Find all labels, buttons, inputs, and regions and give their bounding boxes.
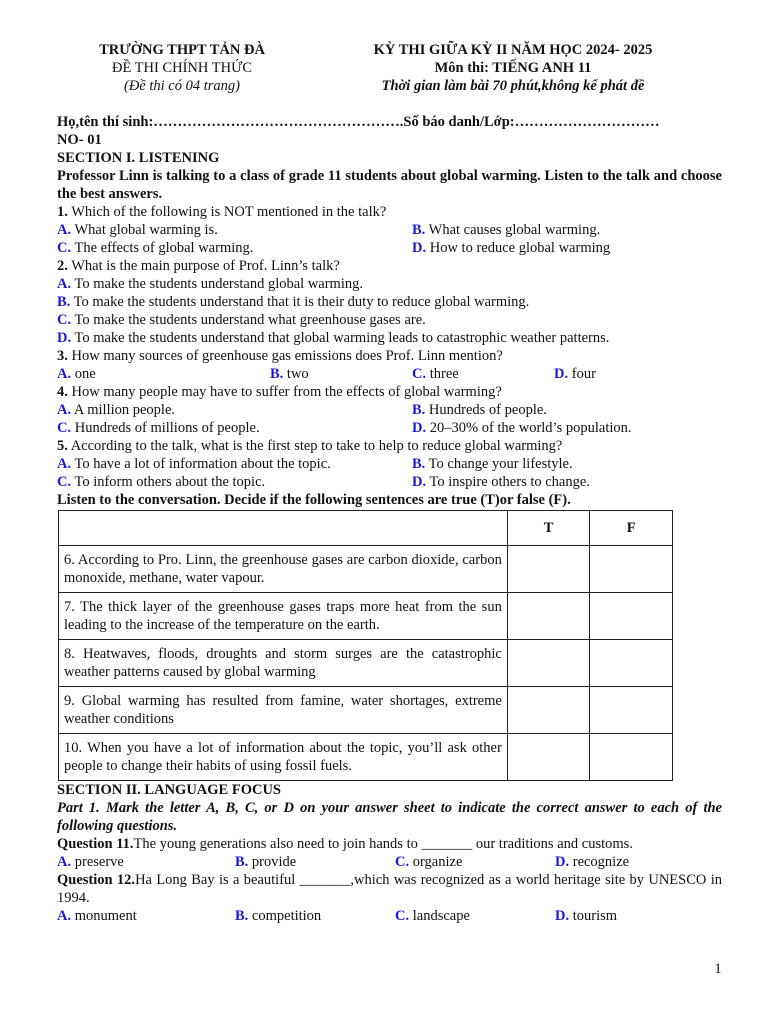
table-row: [59, 546, 673, 593]
q12-option-b[interactable]: B. competition: [235, 908, 322, 924]
question-3: 3. How many sources of greenhouse gas emissions does Prof. Linn mention?: [57, 348, 503, 364]
q2-option-a[interactable]: A. To make the students understand global warming.: [57, 276, 363, 292]
q12-options-row: [57, 907, 722, 925]
tf-statement-7: 7. The thick layer of the greenhouse gases traps more heat from the sun leading to the increase of the temperature on the earth.: [59, 593, 508, 640]
q11-option-b[interactable]: B. provide: [235, 854, 297, 870]
school-name: TRƯỜNG THPT TẢN ĐÀ: [99, 42, 265, 58]
q3-option-d[interactable]: D. four: [554, 366, 596, 382]
q11-options-row: [57, 853, 722, 871]
table-row: [59, 593, 673, 640]
question-12: Question 12.Ha Long Bay is a beautiful _______,which was recognized as a world heritage site by UNESCO in 1994.: [57, 872, 722, 906]
official-label: ĐỀ THI CHÍNH THỨC: [111, 60, 252, 76]
q1-option-d[interactable]: D. How to reduce global warming: [412, 240, 611, 256]
q3-option-a[interactable]: A. one: [57, 366, 96, 382]
q4-option-c[interactable]: C. Hundreds of millions of people.: [57, 420, 260, 436]
question-11: Question 11.The young generations also need to join hands to _______ our traditions and customs.: [57, 836, 633, 852]
page-count-note: (Đề thi có 04 trang): [124, 78, 240, 94]
page-number: 1: [714, 961, 722, 977]
section1-instruction: Professor Linn is talking to a class of grade 11 students about global warming. Listen to the talk and choose the best answers.: [57, 168, 722, 202]
q4-options-row1: [57, 401, 722, 419]
q2-option-b[interactable]: B. To make the students understand that it is their duty to reduce global warming.: [57, 294, 530, 310]
table-row: [59, 734, 673, 781]
q4-option-b[interactable]: B. Hundreds of people.: [412, 402, 547, 418]
tf-answer-true-8[interactable]: [507, 640, 590, 687]
tf-statement-8: 8. Heatwaves, floods, droughts and storm surges are the catastrophic weather patterns caused by global warming: [59, 640, 508, 687]
q1-option-a[interactable]: A. What global warming is.: [57, 222, 218, 238]
question-2: 2. What is the main purpose of Prof. Linn’s talk?: [57, 258, 340, 274]
tf-header-statement: [59, 511, 508, 546]
q2-option-d[interactable]: D. To make the students understand that global warming leads to catastrophic weather patterns.: [57, 330, 610, 346]
tf-answer-true-6[interactable]: [507, 546, 590, 593]
tf-header-true: T: [507, 511, 590, 546]
q5-option-a[interactable]: A. To have a lot of information about the topic.: [57, 456, 331, 472]
tf-header-false: F: [590, 511, 673, 546]
table-row: [59, 640, 673, 687]
exam-body: [57, 113, 722, 925]
q2-option-c[interactable]: C. To make the students understand what greenhouse gases are.: [57, 312, 426, 328]
q11-option-c[interactable]: C. organize: [395, 854, 463, 870]
q5-option-b[interactable]: B. To change your lifestyle.: [412, 456, 573, 472]
tf-answer-false-7[interactable]: [590, 593, 673, 640]
tf-answer-false-9[interactable]: [590, 687, 673, 734]
tf-answer-true-7[interactable]: [507, 593, 590, 640]
q12-option-a[interactable]: A. monument: [57, 908, 137, 924]
section1-title: SECTION I. LISTENING: [57, 150, 220, 166]
time-note: Thời gian làm bài 70 phút,không kể phát đề: [381, 78, 645, 94]
q5-options-row2: [57, 473, 722, 491]
question-4: 4. How many people may have to suffer from the effects of global warming?: [57, 384, 502, 400]
candidate-info-line: Họ,tên thí sinh:…………………………………………….Số báo danh/Lớp:…………………………: [57, 114, 660, 130]
true-false-table: [58, 510, 673, 781]
header-school-block: [60, 41, 304, 95]
header-exam-block: [346, 41, 680, 95]
q4-option-a[interactable]: A. A million people.: [57, 402, 176, 418]
section2-title: SECTION II. LANGUAGE FOCUS: [57, 782, 281, 798]
q5-option-d[interactable]: D. To inspire others to change.: [412, 474, 590, 490]
q5-options-row1: [57, 455, 722, 473]
tf-answer-true-9[interactable]: [507, 687, 590, 734]
exam-code: NO- 01: [57, 132, 102, 148]
exam-title: KỲ THI GIỮA KỲ II NĂM HỌC 2024- 2025: [373, 42, 653, 58]
q12-option-d[interactable]: D. tourism: [555, 908, 618, 924]
q4-option-d[interactable]: D. 20–30% of the world’s population.: [412, 420, 632, 436]
q12-option-c[interactable]: C. landscape: [395, 908, 470, 924]
table-row: [59, 687, 673, 734]
q1-options-row1: [57, 221, 722, 239]
q11-option-d[interactable]: D. recognize: [555, 854, 630, 870]
section2-part1-instruction: Part 1. Mark the letter A, B, C, or D on your answer sheet to indicate the correct answer to each of the following questions.: [57, 800, 722, 834]
tf-answer-true-10[interactable]: [507, 734, 590, 781]
tf-header-row: [59, 511, 673, 546]
q3-option-b[interactable]: B. two: [270, 366, 309, 382]
q11-option-a[interactable]: A. preserve: [57, 854, 124, 870]
question-5: 5. According to the talk, what is the first step to take to help to reduce global warming?: [57, 438, 563, 454]
tf-answer-false-8[interactable]: [590, 640, 673, 687]
tf-answer-false-10[interactable]: [590, 734, 673, 781]
q4-options-row2: [57, 419, 722, 437]
tf-statement-9: 9. Global warming has resulted from famine, water shortages, extreme weather conditions: [59, 687, 508, 734]
q1-option-b[interactable]: B. What causes global warming.: [412, 222, 601, 238]
q3-options-row: [57, 365, 722, 383]
tf-answer-false-6[interactable]: [590, 546, 673, 593]
q1-options-row2: [57, 239, 722, 257]
q3-option-c[interactable]: C. three: [412, 366, 459, 382]
q1-option-c[interactable]: C. The effects of global warming.: [57, 240, 254, 256]
tf-statement-6: 6. According to Pro. Linn, the greenhouse gases are carbon dioxide, carbon monoxide, methane, water vapour.: [59, 546, 508, 593]
subject-title: Môn thi: TIẾNG ANH 11: [434, 60, 592, 76]
question-1: 1. Which of the following is NOT mentioned in the talk?: [57, 204, 387, 220]
q5-option-c[interactable]: C. To inform others about the topic.: [57, 474, 266, 490]
tf-instruction: Listen to the conversation. Decide if the following sentences are true (T)or false (F).: [57, 492, 571, 508]
tf-statement-10: 10. When you have a lot of information about the topic, you’ll ask other people to change their habits of using fossil fuels.: [59, 734, 508, 781]
